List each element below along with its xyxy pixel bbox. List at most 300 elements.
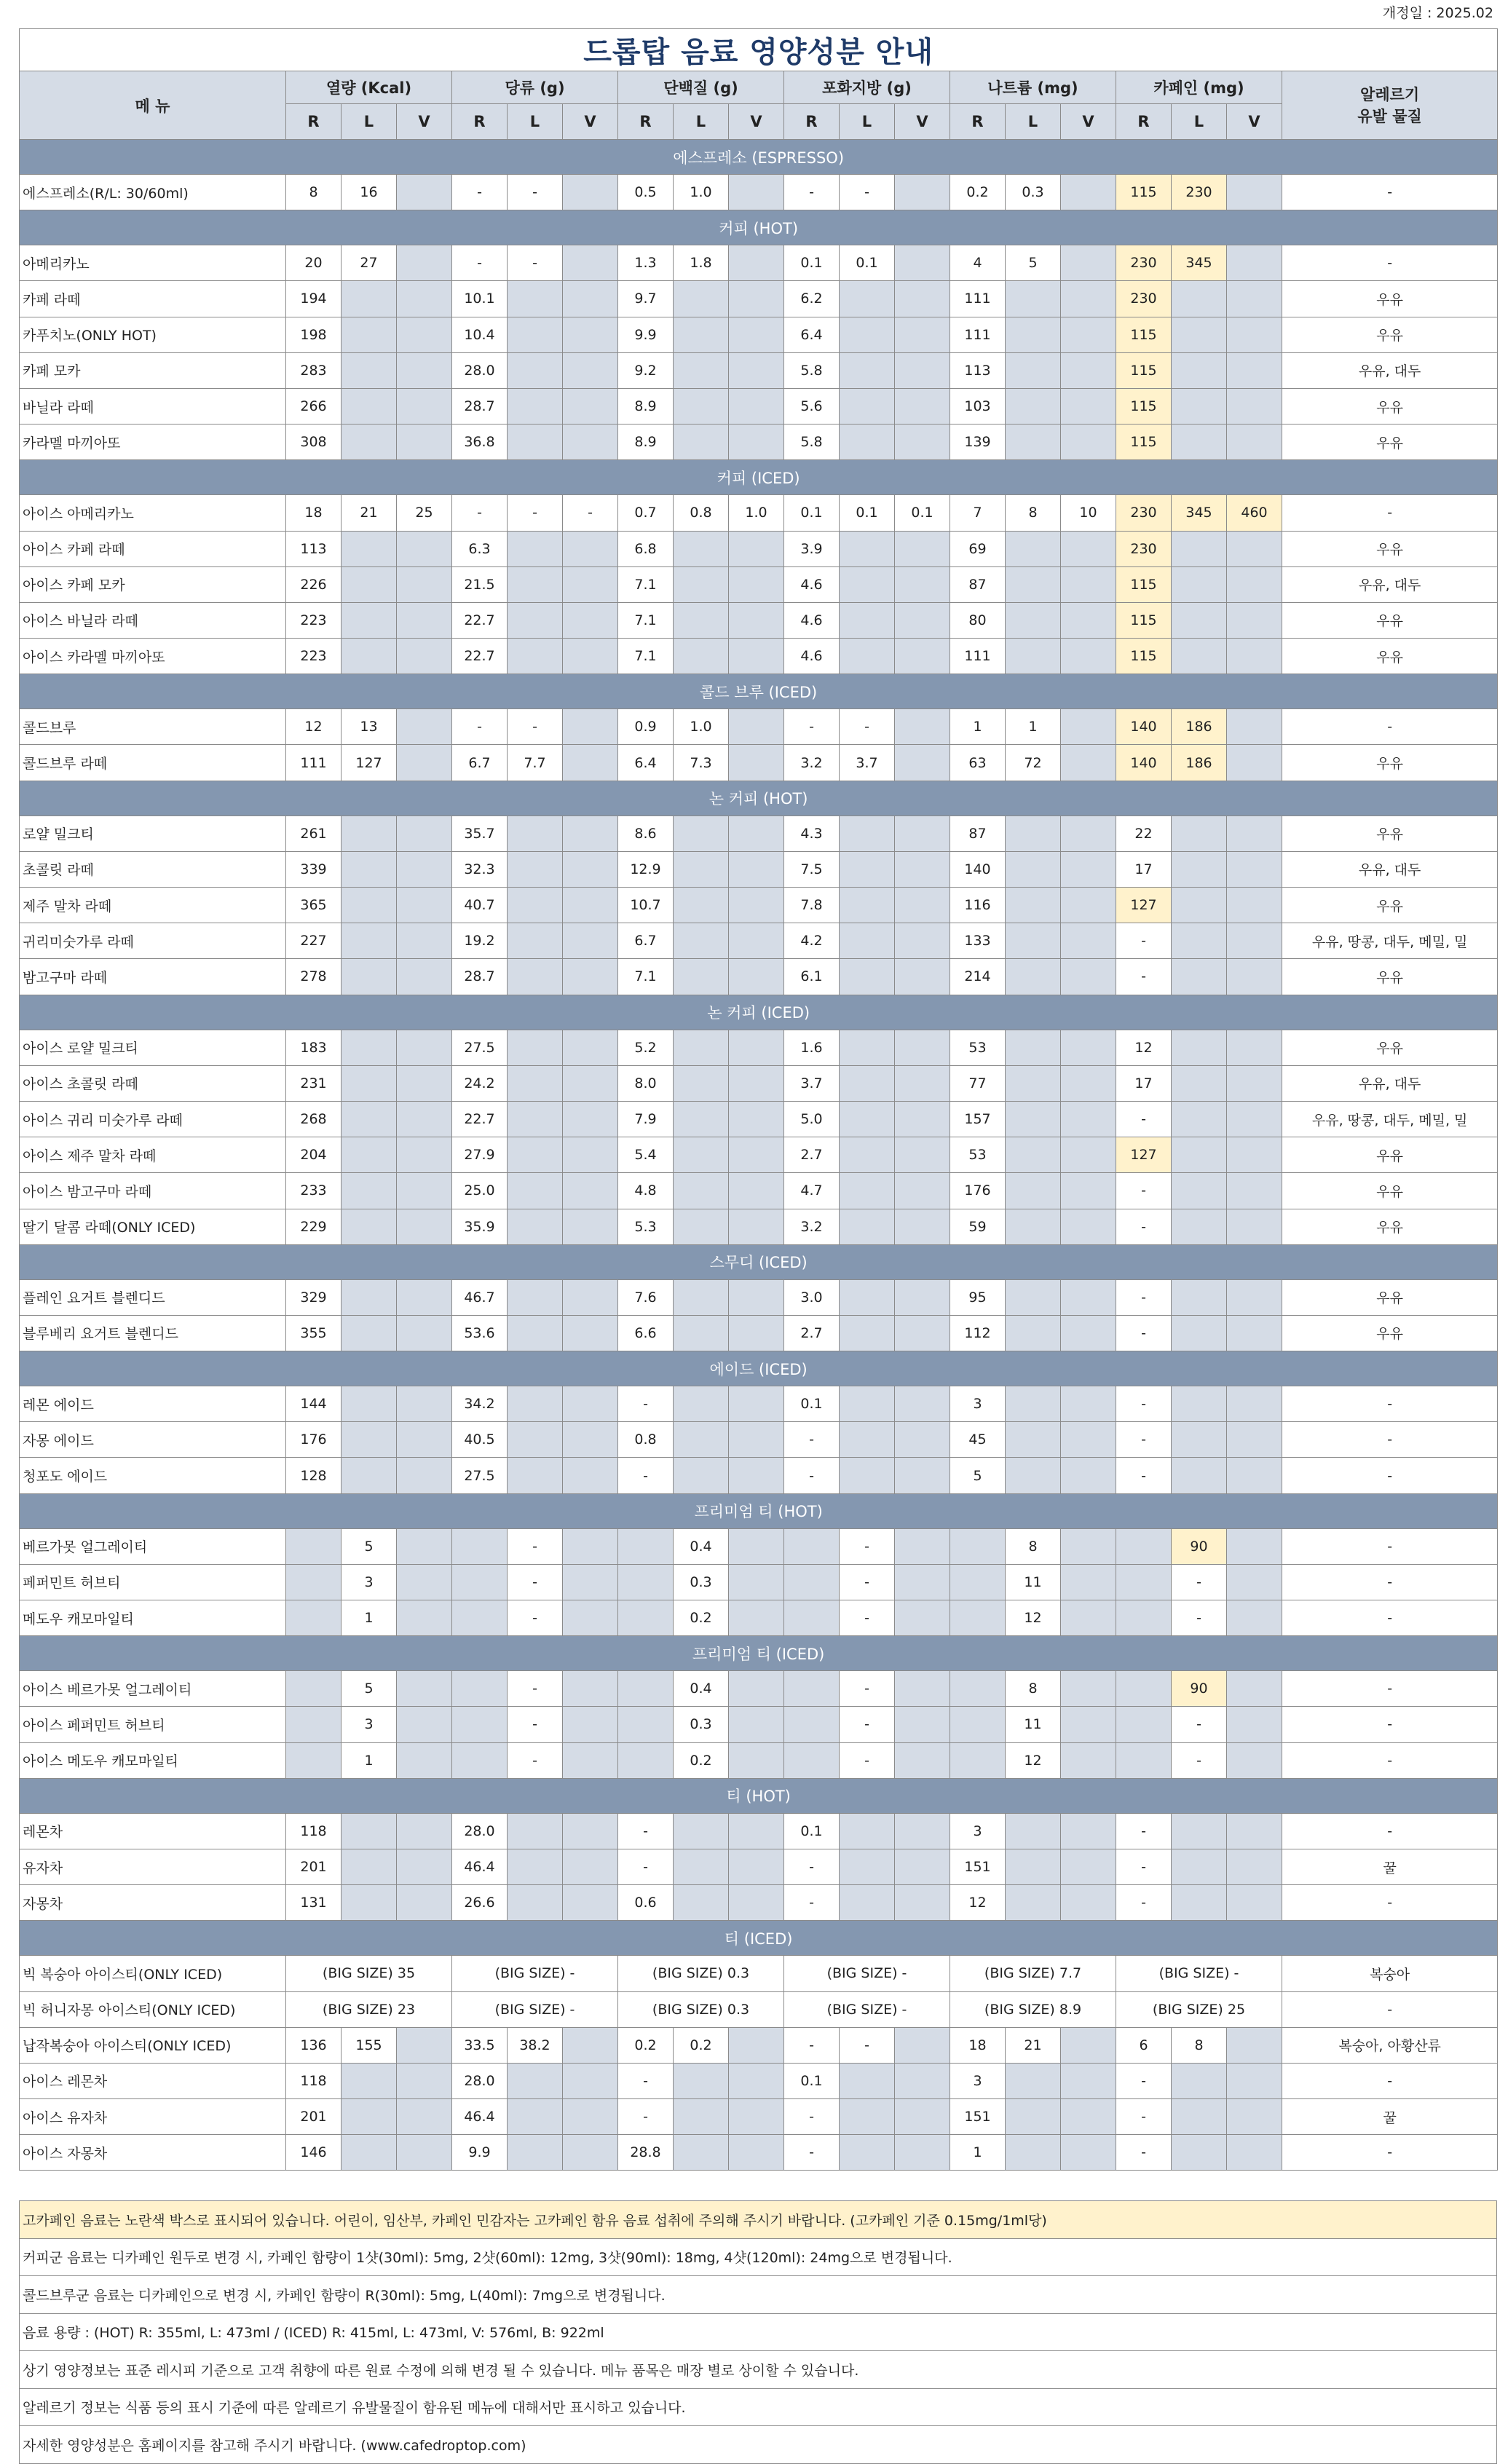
value-cell: 1 [950,709,1006,745]
value-cell [729,888,784,923]
value-cell [729,566,784,602]
menu-name: 제주 말차 라떼 [20,888,286,923]
value-cell [840,317,895,352]
value-cell [1172,1849,1227,1884]
value-cell: 227 [286,923,342,959]
value-cell: 18 [950,2027,1006,2063]
value-cell: 32.3 [452,851,508,887]
value-cell [1006,888,1061,923]
value-cell: 3 [950,1386,1006,1422]
value-cell [397,281,452,317]
value-cell: 355 [286,1315,342,1351]
size-header: V [563,104,618,140]
value-cell: 53 [950,1137,1006,1173]
value-cell [397,1101,452,1137]
value-cell: 8 [1006,1671,1061,1707]
value-cell: 7.9 [618,1101,674,1137]
value-cell: 0.8 [674,495,729,531]
value-cell: - [840,1671,895,1707]
value-cell [397,2027,452,2063]
value-cell: - [1116,2063,1172,2098]
section-title: 논 커피 (ICED) [20,995,1498,1030]
merged-value-cell: (BIG SIZE) 0.3 [618,1956,784,1991]
value-cell: 5 [342,1528,397,1564]
value-cell [1061,245,1116,281]
value-cell [508,281,563,317]
menu-name: 아이스 바닐라 라떼 [20,602,286,638]
value-cell [784,1564,840,1600]
value-cell [563,2027,618,2063]
value-cell [508,2099,563,2135]
value-cell: 12 [286,709,342,745]
value-cell: 25 [397,495,452,531]
value-cell [1227,1137,1282,1173]
value-cell: - [618,1458,674,1493]
menu-name: 로얄 밀크티 [20,816,286,851]
value-cell: 45 [950,1422,1006,1458]
value-cell: 0.1 [895,495,950,531]
value-cell [508,851,563,887]
value-cell [895,1209,950,1244]
value-cell: 0.7 [618,495,674,531]
value-cell [895,1173,950,1209]
value-cell [508,425,563,460]
value-cell [563,1065,618,1101]
value-cell: 1.0 [674,175,729,210]
value-cell [452,1742,508,1778]
value-cell [840,2135,895,2171]
value-cell [729,816,784,851]
value-cell: 21 [342,495,397,531]
value-cell: 7.7 [508,745,563,781]
section-title: 에스프레소 (ESPRESSO) [20,140,1498,175]
value-cell: 7.1 [618,639,674,674]
value-cell [508,1813,563,1849]
value-cell [342,639,397,674]
value-cell [895,281,950,317]
value-cell [286,1742,342,1778]
value-cell [729,709,784,745]
value-cell [1006,1386,1061,1422]
value-cell [895,1386,950,1422]
menu-name: 자몽차 [20,1885,286,1921]
value-cell [1061,352,1116,388]
value-cell: 0.1 [784,495,840,531]
value-cell [397,352,452,388]
value-cell: 22.7 [452,602,508,638]
value-cell [1172,888,1227,923]
table-row [20,352,1498,388]
value-cell [1006,566,1061,602]
value-cell [895,245,950,281]
value-cell: 90 [1172,1671,1227,1707]
value-cell: 6.6 [618,1315,674,1351]
value-cell: 4.7 [784,1173,840,1209]
value-cell: 1.8 [674,245,729,281]
value-cell [1172,566,1227,602]
value-cell [452,1564,508,1600]
value-cell [508,352,563,388]
value-cell [1227,851,1282,887]
value-cell: 460 [1227,495,1282,531]
value-cell: - [840,1528,895,1564]
value-cell: - [1116,1813,1172,1849]
nutrition-table [19,28,1498,2171]
value-cell [1172,1173,1227,1209]
value-cell [840,888,895,923]
value-cell: 3.7 [784,1065,840,1101]
value-cell: 40.7 [452,888,508,923]
value-cell: 12.9 [618,851,674,887]
value-cell [1061,317,1116,352]
note-text: 알레르기 정보는 식품 등의 표시 기준에 따른 알레르기 유발물질이 함유된 메뉴에 대해서만 표시하고 있습니다. [20,2388,1497,2426]
value-cell [895,1742,950,1778]
value-cell: 16 [342,175,397,210]
value-cell [563,1101,618,1137]
value-cell [1172,1386,1227,1422]
value-cell: - [1116,1849,1172,1884]
value-cell: 0.1 [840,245,895,281]
value-cell [729,2099,784,2135]
value-cell [840,1279,895,1315]
value-cell [397,1173,452,1209]
value-cell [1061,2063,1116,2098]
value-cell [1061,1813,1116,1849]
value-cell [563,888,618,923]
value-cell [895,1813,950,1849]
value-cell [1006,1422,1061,1458]
value-cell: 8 [286,175,342,210]
value-cell [508,1386,563,1422]
value-cell: 151 [950,2099,1006,2135]
value-cell: 157 [950,1101,1006,1137]
value-cell: 111 [950,281,1006,317]
allergen-cell: 우유, 대두 [1282,566,1498,602]
value-cell: 0.1 [784,2063,840,2098]
allergen-cell: 우유 [1282,1137,1498,1173]
value-cell: 27.9 [452,1137,508,1173]
value-cell: 59 [950,1209,1006,1244]
value-cell [1172,1101,1227,1137]
allergen-cell: - [1282,1707,1498,1742]
value-cell: 7.5 [784,851,840,887]
value-cell [397,1279,452,1315]
value-cell: 35.9 [452,1209,508,1244]
value-cell [563,388,618,424]
value-cell: 1.3 [618,245,674,281]
table-row [20,1030,1498,1065]
value-cell [729,425,784,460]
allergen-cell: 우유 [1282,388,1498,424]
value-cell [618,1600,674,1636]
value-cell: 233 [286,1173,342,1209]
value-cell [729,1065,784,1101]
value-cell [563,425,618,460]
value-cell: 9.9 [452,2135,508,2171]
value-cell [840,425,895,460]
value-cell [563,2135,618,2171]
value-cell [1061,1422,1116,1458]
value-cell [342,851,397,887]
value-cell: 231 [286,1065,342,1101]
value-cell: 1.0 [674,709,729,745]
value-cell [1061,851,1116,887]
value-cell [1227,1564,1282,1600]
value-cell [397,566,452,602]
value-cell [840,816,895,851]
value-cell [342,1458,397,1493]
value-cell [397,1458,452,1493]
value-cell: - [452,495,508,531]
value-cell [1227,923,1282,959]
value-cell: 131 [286,1885,342,1921]
allergen-cell: - [1282,495,1498,531]
value-cell: 0.3 [1006,175,1061,210]
value-cell [1227,1707,1282,1742]
value-cell: 283 [286,352,342,388]
value-cell: 0.2 [674,2027,729,2063]
value-cell [674,851,729,887]
value-cell [729,639,784,674]
menu-name: 블루베리 요거트 블렌디드 [20,1315,286,1351]
section-row [20,781,1498,816]
value-cell [563,1279,618,1315]
value-cell: - [840,709,895,745]
value-cell [397,1813,452,1849]
value-cell [397,317,452,352]
value-cell [563,245,618,281]
merged-value-cell: (BIG SIZE) - [784,1991,950,2027]
value-cell [1172,602,1227,638]
value-cell [1172,2063,1227,2098]
value-cell [286,1707,342,1742]
value-cell: 7.1 [618,566,674,602]
value-cell [397,1600,452,1636]
value-cell [1116,1742,1172,1778]
table-row [20,2135,1498,2171]
value-cell [840,1173,895,1209]
allergen-cell: - [1282,1422,1498,1458]
value-cell [508,1279,563,1315]
value-cell [1061,745,1116,781]
value-cell [674,1065,729,1101]
value-cell: - [508,1600,563,1636]
value-cell [840,1849,895,1884]
table-row [20,388,1498,424]
value-cell [1116,1671,1172,1707]
value-cell: 0.5 [618,175,674,210]
value-cell [674,1279,729,1315]
table-row [20,1101,1498,1137]
value-cell [840,1315,895,1351]
value-cell [1006,2099,1061,2135]
value-cell [563,923,618,959]
value-cell: - [508,1707,563,1742]
value-cell [508,1137,563,1173]
header-caffeine: 카페인 (mg) [1116,71,1282,104]
value-cell: 198 [286,317,342,352]
size-header: R [286,104,342,140]
allergen-cell: 우유, 대두 [1282,352,1498,388]
value-cell [563,816,618,851]
value-cell: 40.5 [452,1422,508,1458]
value-cell: 0.2 [674,1600,729,1636]
value-cell: - [508,245,563,281]
value-cell [618,1528,674,1564]
value-cell: 127 [1116,1137,1172,1173]
value-cell: 13 [342,709,397,745]
value-cell: 35.7 [452,816,508,851]
table-row [20,1315,1498,1351]
value-cell [729,1813,784,1849]
menu-name: 초콜릿 라떼 [20,851,286,887]
value-cell: 140 [1116,709,1172,745]
value-cell: 0.1 [784,1386,840,1422]
section-row [20,1636,1498,1671]
value-cell [840,2063,895,2098]
value-cell [508,1209,563,1244]
value-cell [674,1101,729,1137]
value-cell [1227,1671,1282,1707]
allergen-cell: 우유 [1282,639,1498,674]
value-cell: - [508,1742,563,1778]
value-cell [674,425,729,460]
value-cell [674,1386,729,1422]
value-cell: 3.9 [784,531,840,566]
value-cell [342,923,397,959]
table-row [20,531,1498,566]
menu-name: 딸기 달콤 라떼(ONLY ICED) [20,1209,286,1244]
value-cell [674,2063,729,2098]
value-cell [1061,1065,1116,1101]
value-cell [729,352,784,388]
value-cell: 115 [1116,602,1172,638]
value-cell [895,851,950,887]
value-cell [895,959,950,995]
value-cell: 1 [342,1742,397,1778]
value-cell [1006,281,1061,317]
value-cell [895,1458,950,1493]
value-cell: 5 [1006,245,1061,281]
value-cell: 2.7 [784,1137,840,1173]
size-header: V [397,104,452,140]
value-cell [1061,425,1116,460]
table-row [20,851,1498,887]
menu-name: 콜드브루 라떼 [20,745,286,781]
table-row [20,959,1498,995]
value-cell [729,602,784,638]
value-cell [895,1422,950,1458]
value-cell [342,1422,397,1458]
value-cell [1006,1885,1061,1921]
value-cell [1006,1137,1061,1173]
value-cell [895,1528,950,1564]
allergen-cell: 우유, 대두 [1282,851,1498,887]
value-cell [397,1386,452,1422]
value-cell: 115 [1116,175,1172,210]
value-cell [508,888,563,923]
table-row [20,923,1498,959]
value-cell [1061,1279,1116,1315]
value-cell: - [1172,1600,1227,1636]
value-cell [950,1671,1006,1707]
value-cell [1116,1564,1172,1600]
value-cell [508,1458,563,1493]
value-cell: 194 [286,281,342,317]
value-cell [342,531,397,566]
value-cell [840,1137,895,1173]
value-cell [1061,531,1116,566]
value-cell: 28.8 [618,2135,674,2171]
menu-name: 아이스 제주 말차 라떼 [20,1137,286,1173]
menu-name: 아이스 귀리 미숫가루 라떼 [20,1101,286,1137]
value-cell [508,531,563,566]
value-cell: 87 [950,816,1006,851]
value-cell [618,1707,674,1742]
value-cell [1061,2135,1116,2171]
value-cell [1227,388,1282,424]
value-cell [840,1101,895,1137]
section-row [20,1493,1498,1528]
value-cell [563,531,618,566]
value-cell [895,1279,950,1315]
value-cell: 111 [286,745,342,781]
value-cell: 329 [286,1279,342,1315]
value-cell [563,1813,618,1849]
menu-name: 아이스 레몬차 [20,2063,286,2098]
note-text: 자세한 영양성분은 홈페이지를 참고해 주시기 바랍니다. (www.cafedroptop.com) [20,2426,1497,2464]
value-cell: 151 [950,1849,1006,1884]
value-cell [729,2027,784,2063]
table-row [20,495,1498,531]
value-cell [397,245,452,281]
value-cell [674,1849,729,1884]
value-cell: 118 [286,1813,342,1849]
value-cell [1227,2063,1282,2098]
value-cell [1227,602,1282,638]
value-cell [674,1885,729,1921]
value-cell: 77 [950,1065,1006,1101]
value-cell: - [618,2063,674,2098]
value-cell [1061,923,1116,959]
value-cell: - [784,1885,840,1921]
value-cell: 6.7 [618,923,674,959]
value-cell [563,281,618,317]
value-cell [397,425,452,460]
value-cell [1227,1742,1282,1778]
value-cell: 186 [1172,745,1227,781]
menu-name: 아이스 아메리카노 [20,495,286,531]
value-cell [674,888,729,923]
allergen-cell: 우유, 대두 [1282,1065,1498,1101]
value-cell [1172,851,1227,887]
allergen-cell: 우유 [1282,602,1498,638]
value-cell [840,1813,895,1849]
value-cell: 24.2 [452,1065,508,1101]
value-cell: - [1116,1386,1172,1422]
value-cell: - [840,1742,895,1778]
value-cell [1006,317,1061,352]
value-cell: 127 [342,745,397,781]
value-cell [1006,1315,1061,1351]
table-row [20,2027,1498,2063]
value-cell: 4 [950,245,1006,281]
value-cell [895,175,950,210]
table-row [20,1279,1498,1315]
value-cell [397,1885,452,1921]
value-cell [1006,1458,1061,1493]
value-cell: 63 [950,745,1006,781]
